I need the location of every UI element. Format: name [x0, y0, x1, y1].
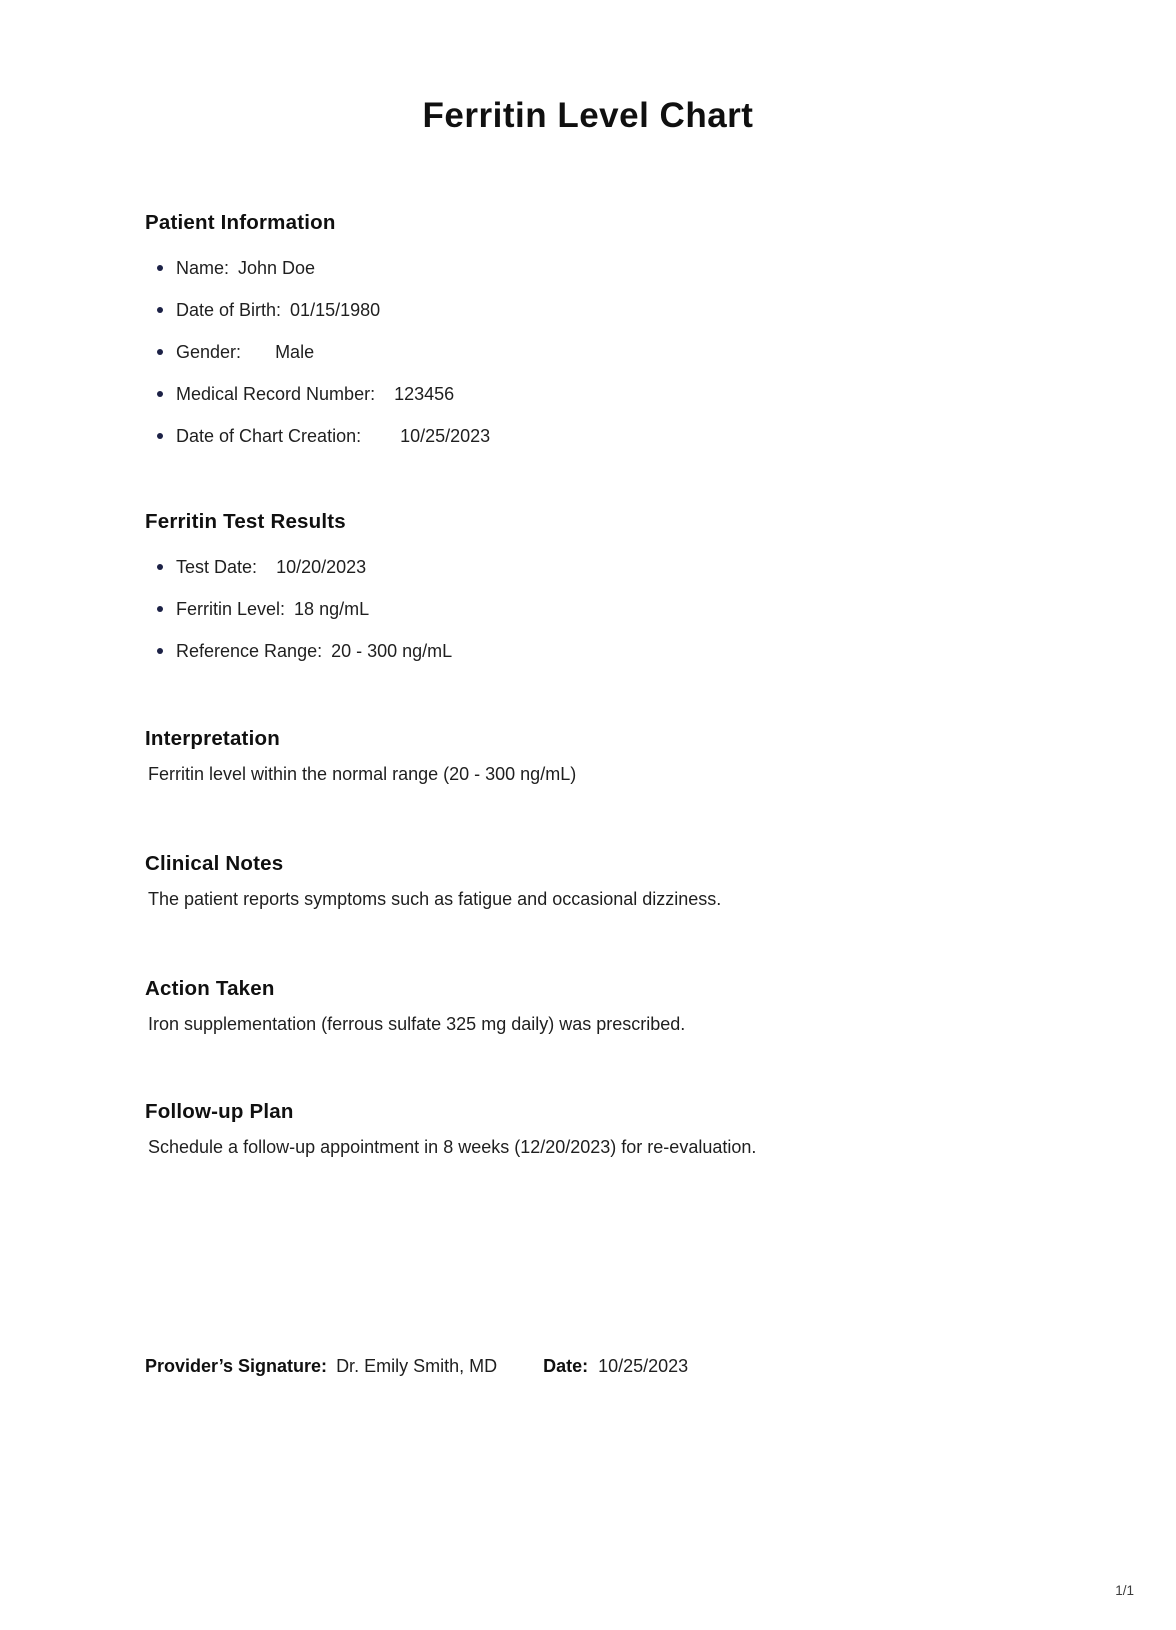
- section-ferritin-test-results: [145, 511, 1086, 660]
- list-item: [145, 600, 1086, 618]
- field-label: Medical Record Number:: [176, 384, 376, 404]
- document-content: [0, 212, 1176, 1376]
- list-item: [145, 343, 1086, 361]
- section-clinical-notes: [145, 853, 1086, 908]
- field-label: Test Date:: [176, 557, 258, 577]
- field-value: 10/25/2023: [370, 426, 491, 446]
- list-item: [145, 301, 1086, 319]
- interpretation-text: Ferritin level within the normal range (20 - 300 ng/mL): [148, 764, 577, 784]
- signature-date-label: Date:: [543, 1356, 589, 1376]
- bullet-icon: [157, 564, 163, 570]
- bullet-icon: [157, 307, 163, 313]
- page-title: Ferritin Level Chart: [422, 96, 754, 135]
- field-label: Ferritin Level:: [176, 599, 286, 619]
- patient-info-list: [145, 259, 1086, 445]
- field-value: 10/20/2023: [266, 557, 367, 577]
- follow-up-plan-text: Schedule a follow-up appointment in 8 weeks (12/20/2023) for re-evaluation.: [148, 1137, 757, 1157]
- provider-signature-label: Provider’s Signature:: [145, 1356, 328, 1376]
- page-number: 1/1: [1115, 1583, 1134, 1598]
- bullet-icon: [157, 433, 163, 439]
- section-heading-clinical-notes: Clinical Notes: [145, 852, 284, 875]
- bullet-icon: [157, 265, 163, 271]
- signature-date-value: 10/25/2023: [598, 1356, 689, 1376]
- signature-row: [145, 1356, 1086, 1376]
- field-label: Date of Birth:: [176, 300, 282, 320]
- section-heading-follow-up-plan: Follow-up Plan: [145, 1100, 294, 1123]
- bullet-icon: [157, 648, 163, 654]
- field-value: 18 ng/mL: [294, 599, 370, 619]
- section-heading-patient-information: Patient Information: [145, 211, 336, 234]
- clinical-notes-text: The patient reports symptoms such as fatigue and occasional dizziness.: [148, 889, 722, 909]
- test-results-list: [145, 558, 1086, 660]
- list-item: [145, 642, 1086, 660]
- section-heading-interpretation: Interpretation: [145, 727, 280, 750]
- field-value: John Doe: [238, 258, 316, 278]
- action-taken-text: Iron supplementation (ferrous sulfate 325 mg daily) was prescribed.: [148, 1014, 686, 1034]
- field-label: Gender:: [176, 342, 242, 362]
- section-action-taken: [145, 978, 1086, 1033]
- section-heading-ferritin-test-results: Ferritin Test Results: [145, 510, 346, 533]
- field-label: Date of Chart Creation:: [176, 426, 362, 446]
- field-value: Male: [250, 342, 315, 362]
- list-item: [145, 385, 1086, 403]
- field-label: Reference Range:: [176, 641, 323, 661]
- section-interpretation: [145, 728, 1086, 783]
- field-value: 123456: [384, 384, 455, 404]
- list-item: [145, 558, 1086, 576]
- bullet-icon: [157, 606, 163, 612]
- section-patient-information: [145, 212, 1086, 445]
- field-value: 20 - 300 ng/mL: [331, 641, 453, 661]
- field-value: 01/15/1980: [290, 300, 381, 320]
- bullet-icon: [157, 349, 163, 355]
- field-label: Name:: [176, 258, 230, 278]
- list-item: [145, 427, 1086, 445]
- provider-signature-value: Dr. Emily Smith, MD: [336, 1356, 498, 1376]
- section-follow-up-plan: [145, 1101, 1086, 1156]
- bullet-icon: [157, 391, 163, 397]
- list-item: [145, 259, 1086, 277]
- section-heading-action-taken: Action Taken: [145, 977, 275, 1000]
